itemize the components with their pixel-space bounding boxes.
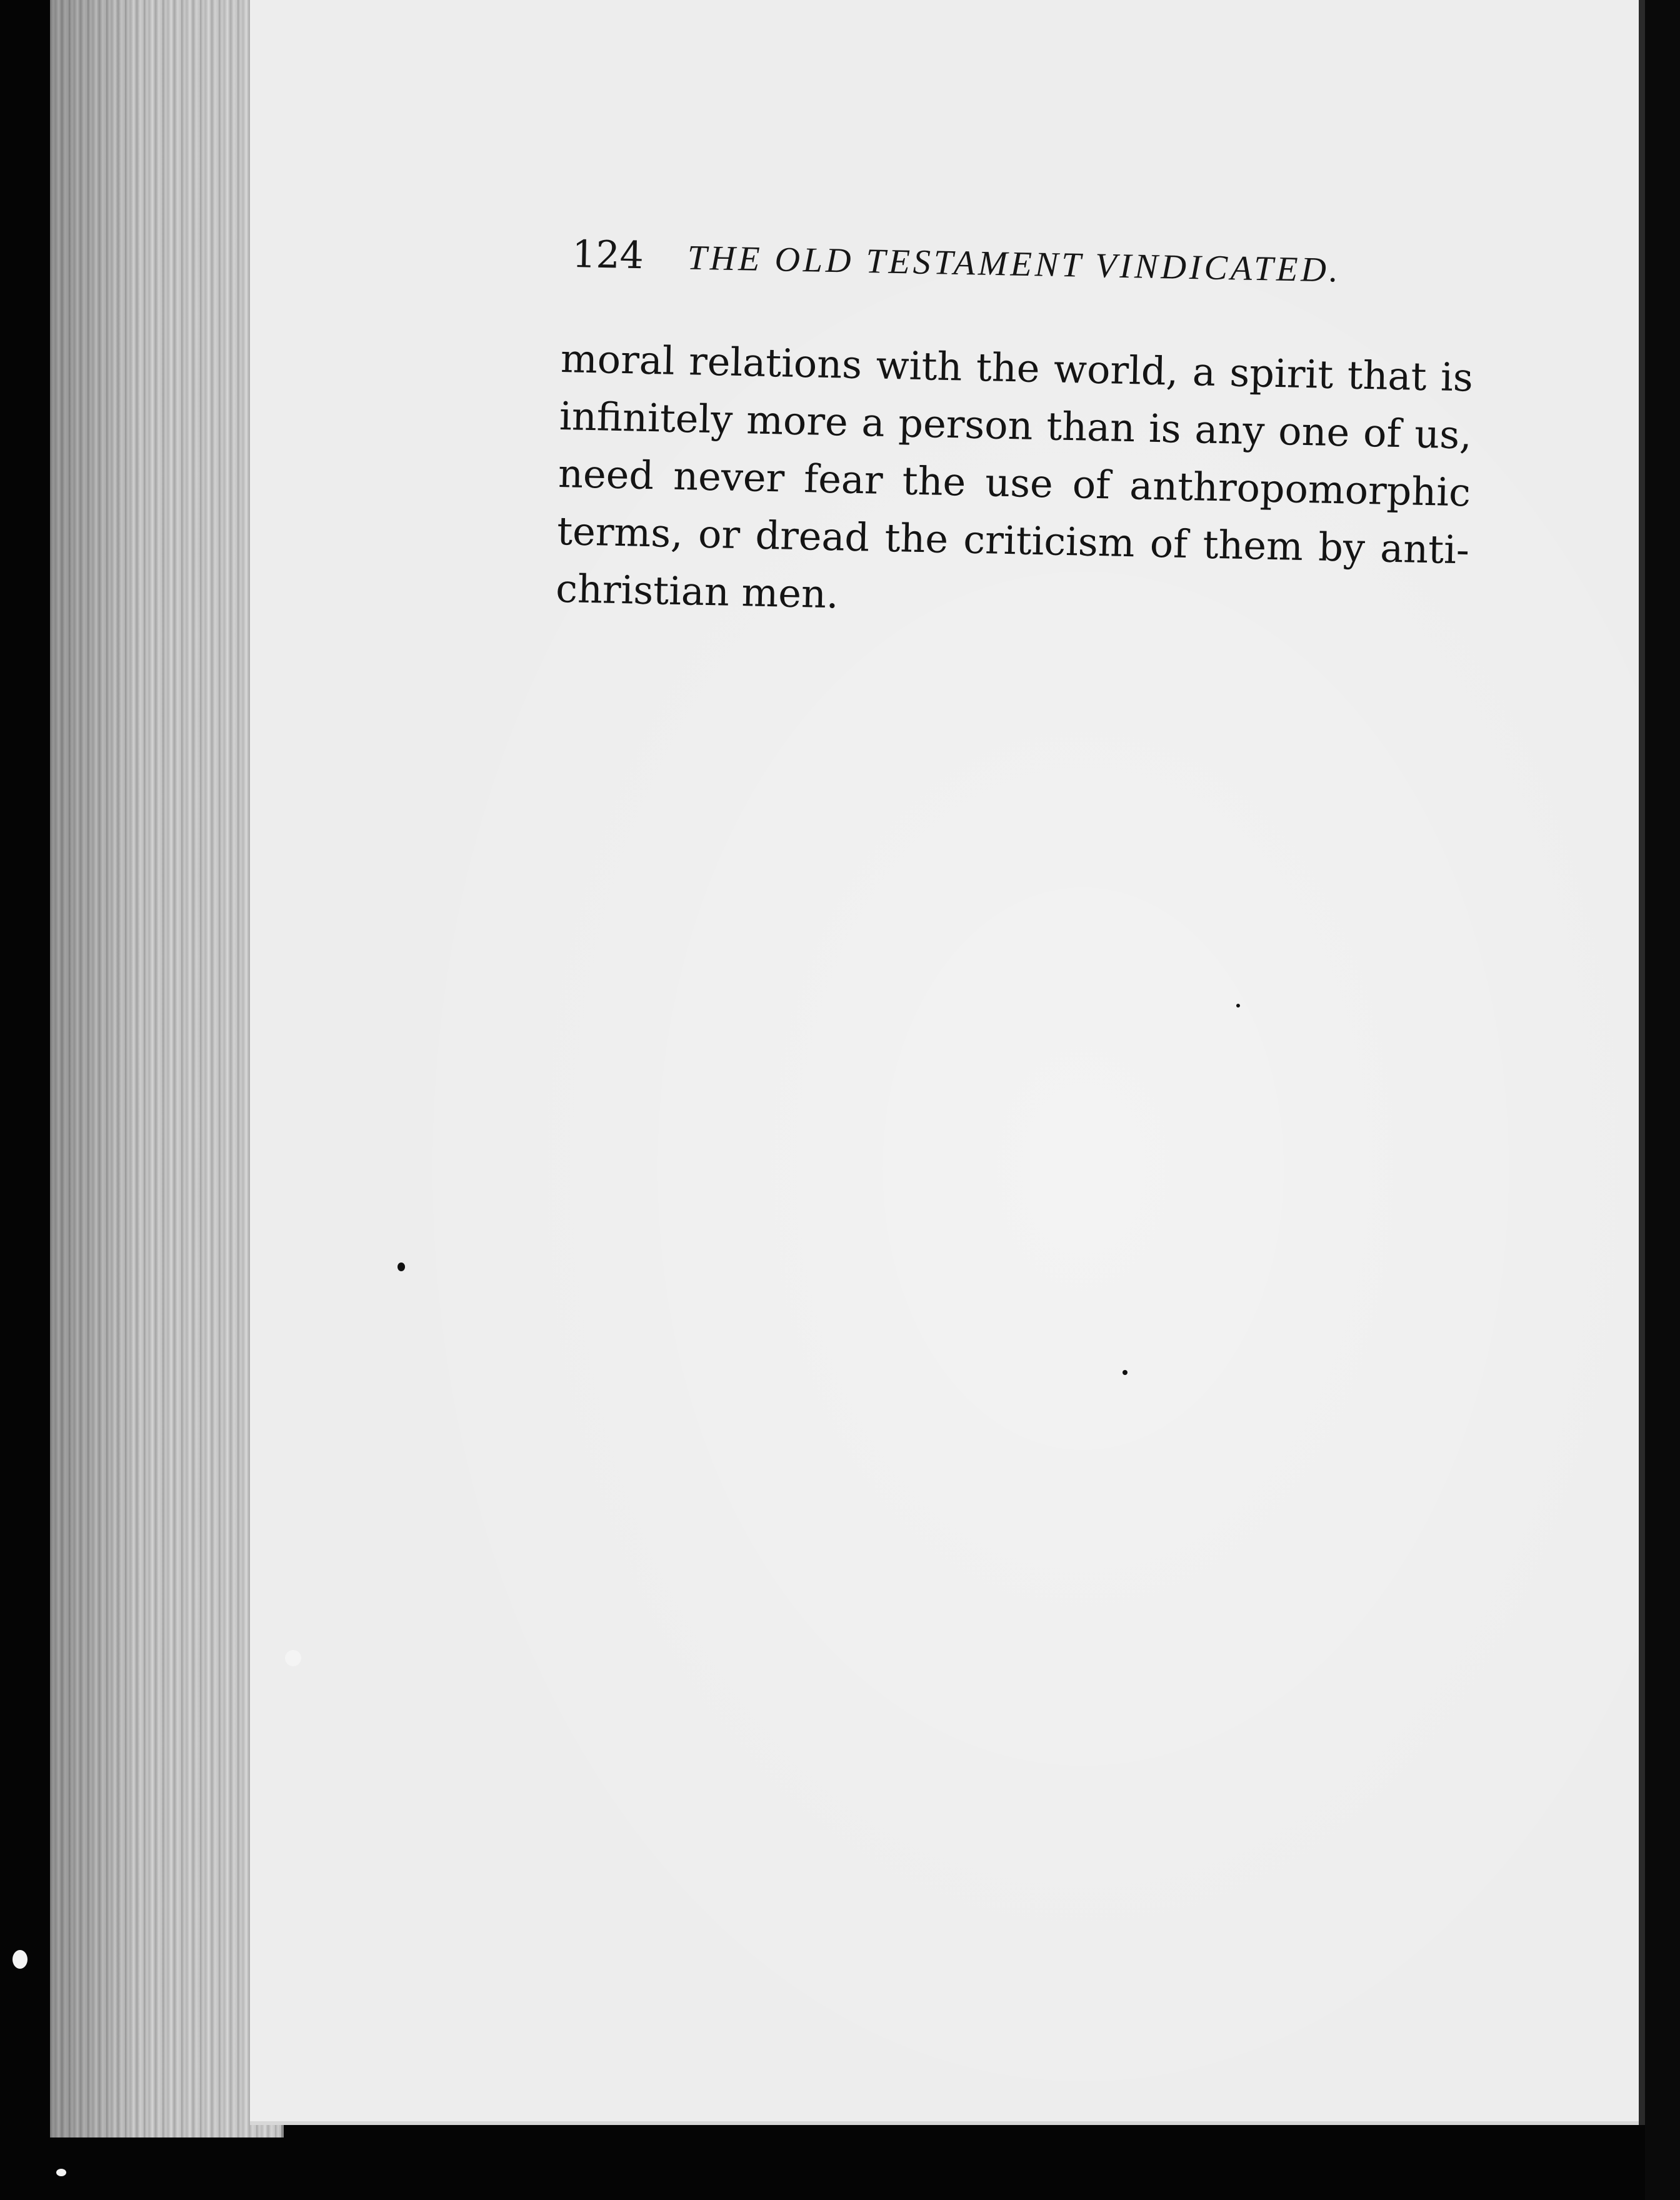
dust-speck: [56, 2169, 66, 2176]
ink-speck: [398, 1262, 405, 1271]
printed-page: [250, 0, 1645, 2125]
text-line: christian men.: [555, 565, 839, 618]
facing-page-edge: [1645, 0, 1680, 2200]
text-line: terms, or dread the criticism of them by anti-: [556, 508, 1470, 573]
body-text: [555, 330, 1473, 636]
text-line: moral relations with the world, a spirit that is: [560, 335, 1474, 401]
running-title: THE OLD TESTAMENT VINDICATED.: [687, 238, 1342, 290]
text-line: need never fear the use of anthropomorphic: [558, 450, 1471, 516]
dust-speck: [12, 1950, 28, 1969]
text-line: infinitely more a person than is any one of us,: [559, 392, 1472, 458]
page-edges: [50, 0, 284, 2138]
ink-speck: [1122, 1370, 1128, 1375]
ink-speck: [1236, 1004, 1240, 1008]
page-number: 124: [571, 232, 644, 278]
dust-speck: [285, 1650, 301, 1666]
